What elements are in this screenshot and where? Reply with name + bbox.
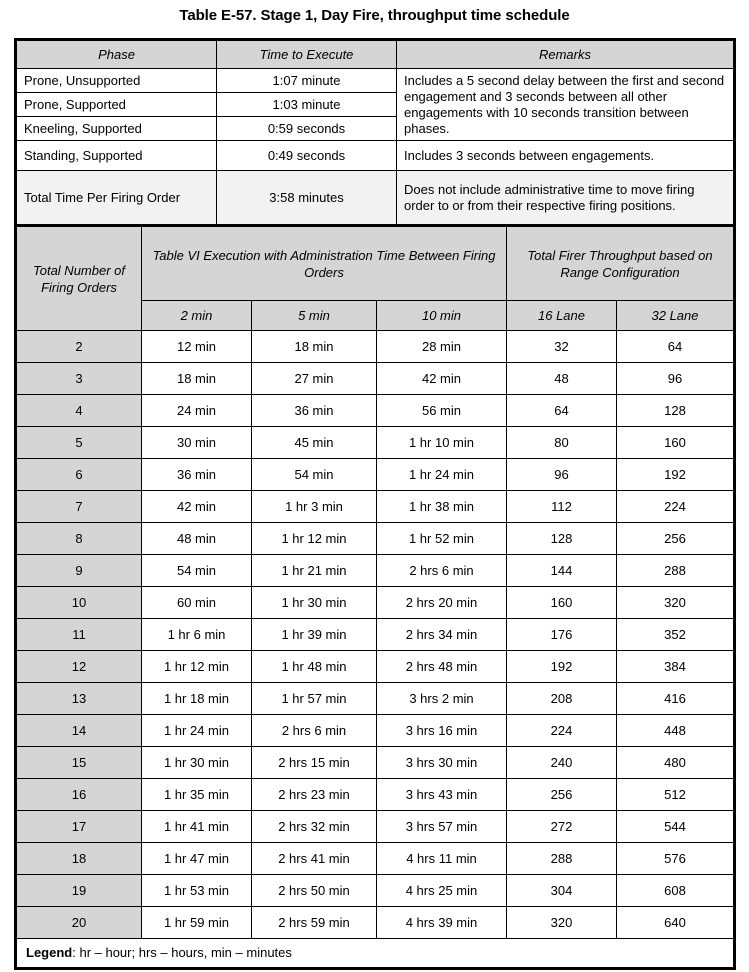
table-row	[16, 427, 735, 459]
cell-time-2: 1 hr 59 min	[142, 907, 252, 939]
cell-total-firing-orders: 5	[16, 427, 142, 459]
cell-time-10: 1 hr 10 min	[377, 427, 507, 459]
phase-label: Prone, Supported	[16, 93, 217, 117]
cell-total-firing-orders: 19	[16, 875, 142, 907]
cell-time-10: 56 min	[377, 395, 507, 427]
cell-lane-32: 640	[617, 907, 735, 939]
cell-time-2: 30 min	[142, 427, 252, 459]
table-row	[16, 811, 735, 843]
cell-lane-32: 64	[617, 331, 735, 363]
cell-total-firing-orders: 3	[16, 363, 142, 395]
cell-lane-32: 192	[617, 459, 735, 491]
cell-time-5: 1 hr 30 min	[252, 587, 377, 619]
table-row	[16, 459, 735, 491]
table-row	[16, 555, 735, 587]
legend-label: Legend	[26, 945, 73, 960]
cell-time-2: 36 min	[142, 459, 252, 491]
cell-time-5: 1 hr 12 min	[252, 523, 377, 555]
cell-lane-32: 416	[617, 683, 735, 715]
table-row	[16, 907, 735, 939]
cell-time-5: 2 hrs 50 min	[252, 875, 377, 907]
table-row	[16, 875, 735, 907]
cell-time-5: 18 min	[252, 331, 377, 363]
cell-time-10: 1 hr 52 min	[377, 523, 507, 555]
phase-label: Standing, Supported	[16, 141, 217, 171]
column-header-5-min: 5 min	[252, 301, 377, 331]
cell-time-10: 4 hrs 25 min	[377, 875, 507, 907]
phase-label: Prone, Unsupported	[16, 69, 217, 93]
cell-lane-32: 256	[617, 523, 735, 555]
cell-total-firing-orders: 4	[16, 395, 142, 427]
table-row	[16, 619, 735, 651]
cell-total-firing-orders: 14	[16, 715, 142, 747]
remark-cell-total: Does not include administrative time to move firing order to or from their respective firing positions.	[397, 171, 735, 226]
phase-time: 0:49 seconds	[217, 141, 397, 171]
cell-lane-16: 240	[507, 747, 617, 779]
table-row	[16, 715, 735, 747]
column-header-10-min: 10 min	[377, 301, 507, 331]
cell-time-5: 1 hr 48 min	[252, 651, 377, 683]
cell-time-10: 4 hrs 39 min	[377, 907, 507, 939]
cell-time-2: 1 hr 30 min	[142, 747, 252, 779]
legend-cell	[16, 939, 735, 969]
cell-time-2: 60 min	[142, 587, 252, 619]
cell-time-5: 2 hrs 41 min	[252, 843, 377, 875]
cell-time-10: 3 hrs 16 min	[377, 715, 507, 747]
cell-time-10: 3 hrs 57 min	[377, 811, 507, 843]
cell-lane-16: 32	[507, 331, 617, 363]
legend-text: : hr – hour; hrs – hours, min – minutes	[72, 945, 292, 960]
column-header-remarks: Remarks	[397, 40, 735, 69]
cell-total-firing-orders: 10	[16, 587, 142, 619]
cell-total-firing-orders: 18	[16, 843, 142, 875]
cell-time-10: 1 hr 38 min	[377, 491, 507, 523]
column-header-32-lane: 32 Lane	[617, 301, 735, 331]
cell-time-10: 2 hrs 6 min	[377, 555, 507, 587]
table-row	[16, 587, 735, 619]
column-header-time-to-execute: Time to Execute	[217, 40, 397, 69]
cell-lane-32: 608	[617, 875, 735, 907]
cell-time-5: 54 min	[252, 459, 377, 491]
throughput-table	[14, 224, 736, 970]
table-row	[16, 363, 735, 395]
table-row	[16, 395, 735, 427]
cell-time-2: 12 min	[142, 331, 252, 363]
cell-total-firing-orders: 7	[16, 491, 142, 523]
cell-time-5: 2 hrs 15 min	[252, 747, 377, 779]
cell-time-2: 42 min	[142, 491, 252, 523]
cell-time-10: 28 min	[377, 331, 507, 363]
cell-time-2: 1 hr 12 min	[142, 651, 252, 683]
table-row	[16, 331, 735, 363]
cell-lane-16: 144	[507, 555, 617, 587]
cell-lane-32: 352	[617, 619, 735, 651]
cell-lane-32: 224	[617, 491, 735, 523]
cell-time-2: 54 min	[142, 555, 252, 587]
cell-lane-32: 320	[617, 587, 735, 619]
cell-time-2: 1 hr 41 min	[142, 811, 252, 843]
cell-total-firing-orders: 20	[16, 907, 142, 939]
cell-lane-16: 288	[507, 843, 617, 875]
cell-time-5: 2 hrs 32 min	[252, 811, 377, 843]
table-row	[16, 843, 735, 875]
table-header-row	[16, 40, 735, 69]
cell-lane-32: 544	[617, 811, 735, 843]
cell-lane-16: 128	[507, 523, 617, 555]
cell-lane-32: 128	[617, 395, 735, 427]
cell-time-2: 48 min	[142, 523, 252, 555]
cell-time-10: 2 hrs 48 min	[377, 651, 507, 683]
cell-lane-32: 480	[617, 747, 735, 779]
cell-lane-32: 96	[617, 363, 735, 395]
column-header-16-lane: 16 Lane	[507, 301, 617, 331]
cell-total-firing-orders: 11	[16, 619, 142, 651]
cell-lane-16: 224	[507, 715, 617, 747]
remark-cell-first: Includes a 5 second delay between the first and second engagement and 3 seconds between all other engagements with 10 seconds transition between phases.	[397, 69, 735, 141]
table-row	[16, 779, 735, 811]
cell-total-firing-orders: 8	[16, 523, 142, 555]
cell-lane-16: 80	[507, 427, 617, 459]
cell-time-10: 3 hrs 30 min	[377, 747, 507, 779]
page-title: Table E-57. Stage 1, Day Fire, throughput time schedule	[179, 7, 570, 24]
cell-time-5: 2 hrs 6 min	[252, 715, 377, 747]
phase-label: Kneeling, Supported	[16, 117, 217, 141]
cell-total-firing-orders: 16	[16, 779, 142, 811]
phase-time-table	[14, 38, 736, 227]
cell-total-firing-orders: 13	[16, 683, 142, 715]
cell-lane-16: 320	[507, 907, 617, 939]
cell-lane-16: 256	[507, 779, 617, 811]
cell-lane-16: 96	[507, 459, 617, 491]
cell-time-10: 1 hr 24 min	[377, 459, 507, 491]
group-header-row	[16, 226, 735, 301]
cell-time-2: 1 hr 53 min	[142, 875, 252, 907]
cell-time-10: 3 hrs 43 min	[377, 779, 507, 811]
cell-time-10: 2 hrs 34 min	[377, 619, 507, 651]
cell-time-5: 27 min	[252, 363, 377, 395]
cell-time-2: 1 hr 6 min	[142, 619, 252, 651]
cell-time-5: 1 hr 57 min	[252, 683, 377, 715]
cell-time-5: 1 hr 39 min	[252, 619, 377, 651]
cell-lane-16: 208	[507, 683, 617, 715]
cell-lane-32: 160	[617, 427, 735, 459]
total-time-label: Total Time Per Firing Order	[16, 171, 217, 226]
cell-total-firing-orders: 15	[16, 747, 142, 779]
cell-time-2: 1 hr 24 min	[142, 715, 252, 747]
cell-time-2: 1 hr 47 min	[142, 843, 252, 875]
total-time-row	[16, 171, 735, 226]
cell-lane-16: 64	[507, 395, 617, 427]
phase-time: 1:03 minute	[217, 93, 397, 117]
cell-time-5: 2 hrs 59 min	[252, 907, 377, 939]
cell-lane-32: 448	[617, 715, 735, 747]
cell-lane-32: 288	[617, 555, 735, 587]
cell-lane-16: 160	[507, 587, 617, 619]
table-row	[16, 491, 735, 523]
cell-time-10: 3 hrs 2 min	[377, 683, 507, 715]
cell-lane-32: 576	[617, 843, 735, 875]
cell-total-firing-orders: 12	[16, 651, 142, 683]
cell-time-5: 1 hr 3 min	[252, 491, 377, 523]
cell-time-5: 2 hrs 23 min	[252, 779, 377, 811]
cell-time-10: 42 min	[377, 363, 507, 395]
cell-total-firing-orders: 9	[16, 555, 142, 587]
cell-lane-16: 176	[507, 619, 617, 651]
cell-time-10: 2 hrs 20 min	[377, 587, 507, 619]
cell-lane-16: 192	[507, 651, 617, 683]
phase-time: 0:59 seconds	[217, 117, 397, 141]
column-header-phase: Phase	[16, 40, 217, 69]
cell-time-2: 1 hr 18 min	[142, 683, 252, 715]
table-row	[16, 683, 735, 715]
cell-time-10: 4 hrs 11 min	[377, 843, 507, 875]
cell-total-firing-orders: 17	[16, 811, 142, 843]
table-row	[16, 651, 735, 683]
column-header-2-min: 2 min	[142, 301, 252, 331]
cell-lane-32: 384	[617, 651, 735, 683]
cell-total-firing-orders: 2	[16, 331, 142, 363]
cell-time-5: 1 hr 21 min	[252, 555, 377, 587]
cell-time-5: 36 min	[252, 395, 377, 427]
remark-cell-second: Includes 3 seconds between engagements.	[397, 141, 735, 171]
table-row	[16, 69, 735, 93]
table-row	[16, 747, 735, 779]
column-header-total-firing-orders: Total Number of Firing Orders	[16, 226, 142, 331]
cell-time-5: 45 min	[252, 427, 377, 459]
phase-time: 1:07 minute	[217, 69, 397, 93]
legend-row	[16, 939, 735, 969]
cell-lane-32: 512	[617, 779, 735, 811]
cell-time-2: 18 min	[142, 363, 252, 395]
cell-lane-16: 304	[507, 875, 617, 907]
cell-lane-16: 272	[507, 811, 617, 843]
cell-total-firing-orders: 6	[16, 459, 142, 491]
cell-time-2: 24 min	[142, 395, 252, 427]
total-time-value: 3:58 minutes	[217, 171, 397, 226]
cell-time-2: 1 hr 35 min	[142, 779, 252, 811]
table-row	[16, 141, 735, 171]
cell-lane-16: 112	[507, 491, 617, 523]
group-header-execution-time: Table VI Execution with Administration Time Between Firing Orders	[142, 226, 507, 301]
table-row	[16, 523, 735, 555]
cell-lane-16: 48	[507, 363, 617, 395]
group-header-firer-throughput: Total Firer Throughput based on Range Configuration	[507, 226, 735, 301]
